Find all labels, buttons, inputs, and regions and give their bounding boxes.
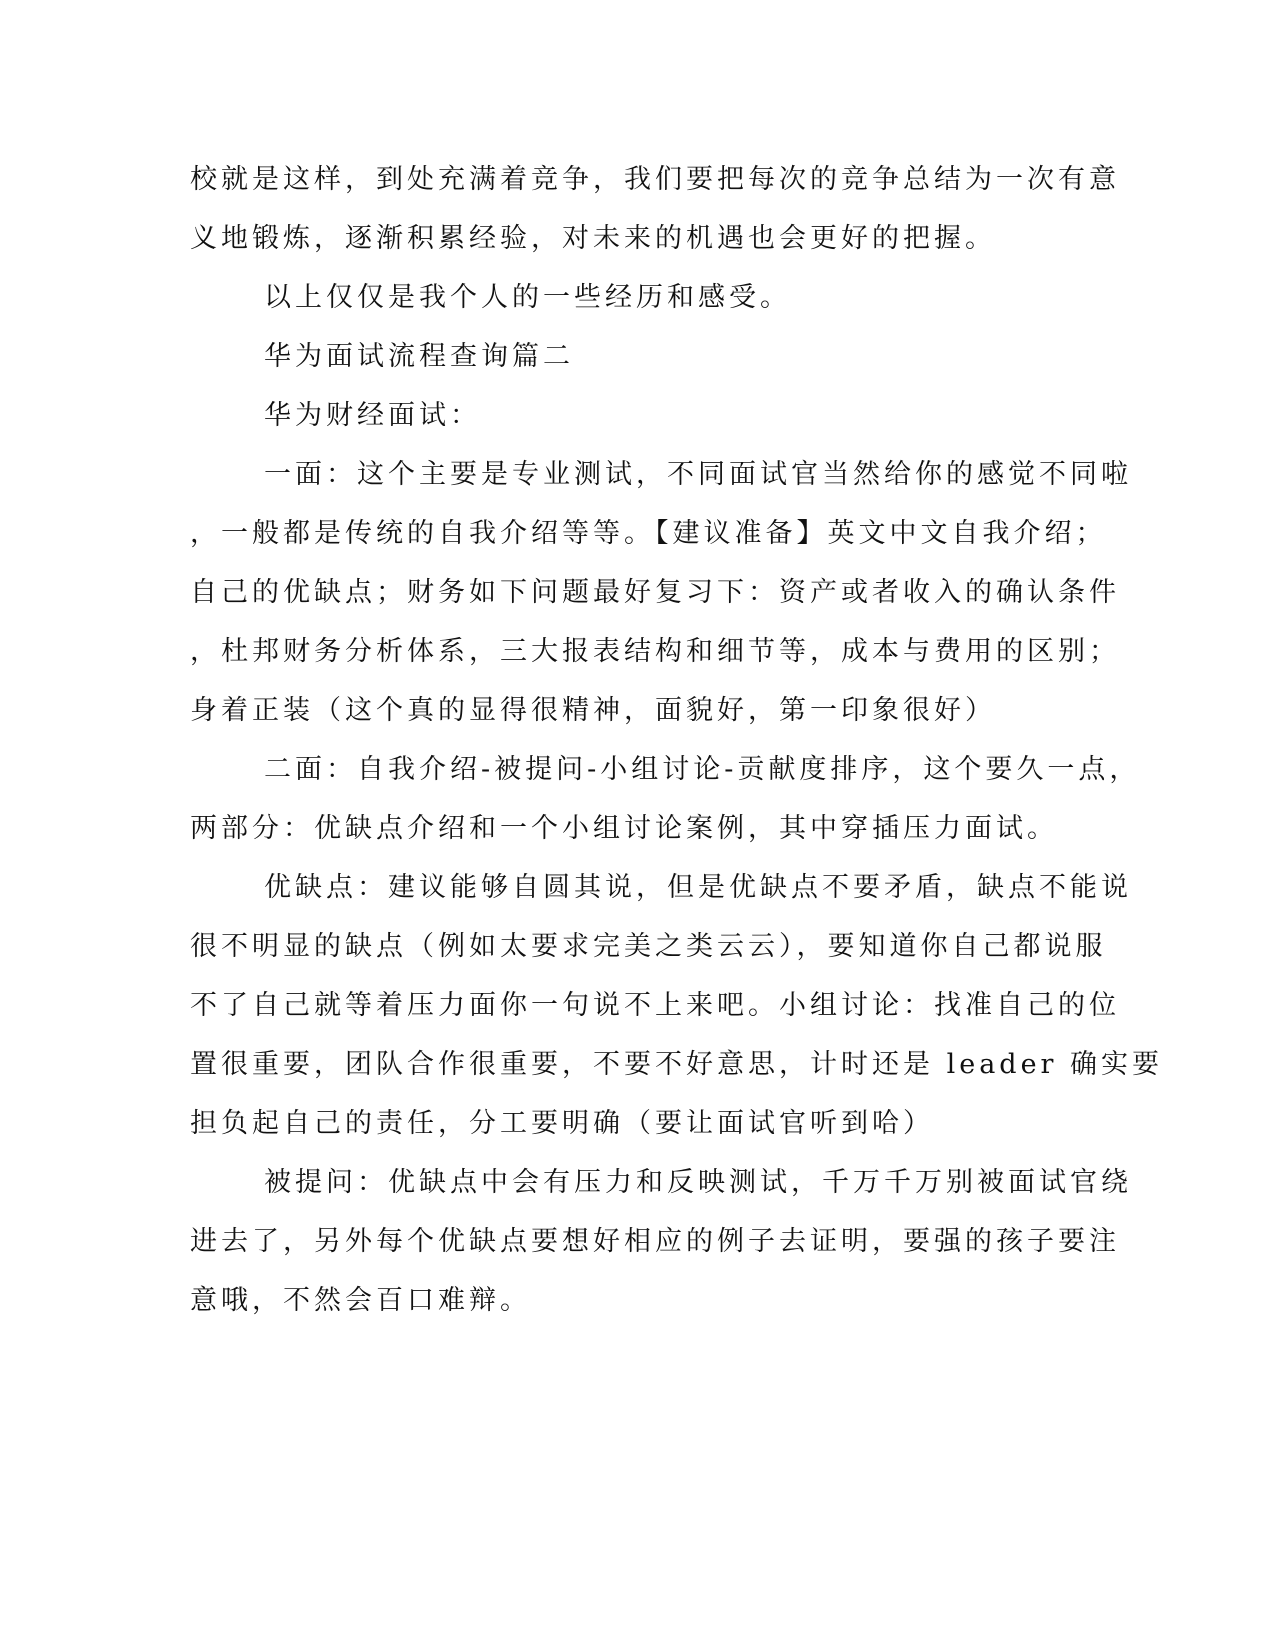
paragraph-line: 被提问：优缺点中会有压力和反映测试，千万千万别被面试官绕 <box>264 1167 1132 1198</box>
section-heading: 华为面试流程查询篇二 <box>264 341 574 372</box>
text-line: 身着正装（这个真的显得很精神，面貌好，第一印象很好） <box>190 695 996 726</box>
text-line: 校就是这样，到处充满着竞争，我们要把每次的竞争总结为一次有意 <box>190 164 1120 195</box>
text-line: 不了自己就等着压力面你一句说不上来吧。小组讨论：找准自己的位 <box>190 990 1120 1021</box>
text-line: 自己的优缺点；财务如下问题最好复习下：资产或者收入的确认条件 <box>190 577 1120 608</box>
text-line: 担负起自己的责任，分工要明确（要让面试官听到哈） <box>190 1108 934 1139</box>
text-line: ，一般都是传统的自我介绍等等。【建议准备】英文中文自我介绍； <box>190 518 1107 549</box>
text-line: 两部分：优缺点介绍和一个小组讨论案例，其中穿插压力面试。 <box>190 813 1058 844</box>
text-line: 置很重要，团队合作很重要，不要不好意思，计时还是 leader 确实要 <box>190 1049 1164 1080</box>
text-line: ，杜邦财务分析体系，三大报表结构和细节等，成本与费用的区别； <box>190 636 1120 667</box>
text-line: 意哦，不然会百口难辩。 <box>190 1285 531 1316</box>
paragraph-line: 优缺点：建议能够自圆其说，但是优缺点不要矛盾，缺点不能说 <box>264 872 1132 903</box>
text-line: 进去了，另外每个优缺点要想好相应的例子去证明，要强的孩子要注 <box>190 1226 1120 1257</box>
text-line: 义地锻炼，逐渐积累经验，对未来的机遇也会更好的把握。 <box>190 223 996 254</box>
paragraph-line: 二面：自我介绍-被提问-小组讨论-贡献度排序，这个要久一点， <box>264 754 1141 785</box>
paragraph-line: 以上仅仅是我个人的一些经历和感受。 <box>264 282 791 313</box>
paragraph-line: 一面：这个主要是专业测试，不同面试官当然给你的感觉不同啦 <box>264 459 1132 490</box>
text-line: 很不明显的缺点（例如太要求完美之类云云），要知道你自己都说服 <box>190 931 1107 962</box>
subheading: 华为财经面试： <box>264 400 481 431</box>
